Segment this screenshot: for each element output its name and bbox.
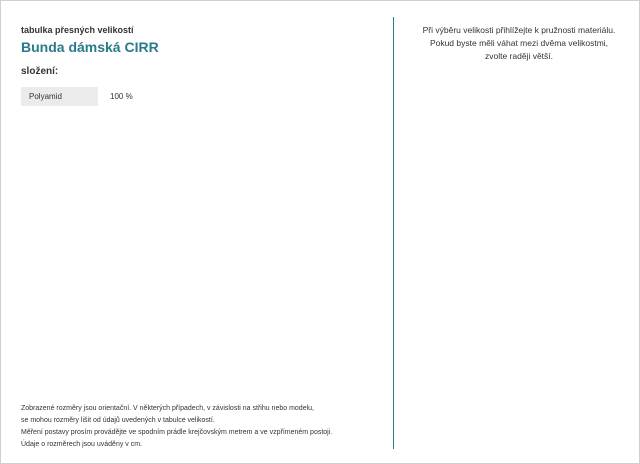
note-line: Zobrazené rozměry jsou orientační. V některých případech, v závislosti na střihu nebo modelu, xyxy=(21,405,314,412)
measurement-notes xyxy=(21,403,381,451)
material-percent: 100 % xyxy=(110,92,133,101)
section-kicker: tabulka přesných velikostí xyxy=(21,25,134,35)
composition-label: složení: xyxy=(21,66,59,77)
left-column xyxy=(21,25,381,455)
table-row xyxy=(21,87,133,106)
tip-line: Pokud byste měli váhat mezi dvěma velikostmi, xyxy=(429,37,609,48)
note-line: Měření postavy prosím provádějte ve spodním prádle krejčovským metrem a ve vzpřímeném postoji. xyxy=(21,428,333,436)
note-line: se mohou rozměry lišit od údajů uvedených v tabulce velikostí. xyxy=(21,416,215,424)
composition-table xyxy=(21,87,133,106)
note-line: Údaje o rozměrech jsou uváděny v cm. xyxy=(21,440,142,448)
product-title: Bunda dámská CIRR xyxy=(21,39,159,55)
tip-line: zvolte raději větší. xyxy=(484,50,554,61)
material-name: Polyamid xyxy=(21,87,98,106)
size-tip xyxy=(399,24,639,62)
column-divider xyxy=(393,17,394,449)
tip-line: Při výběru velikosti přihlížejte k pružnosti materiálu. xyxy=(422,25,616,35)
